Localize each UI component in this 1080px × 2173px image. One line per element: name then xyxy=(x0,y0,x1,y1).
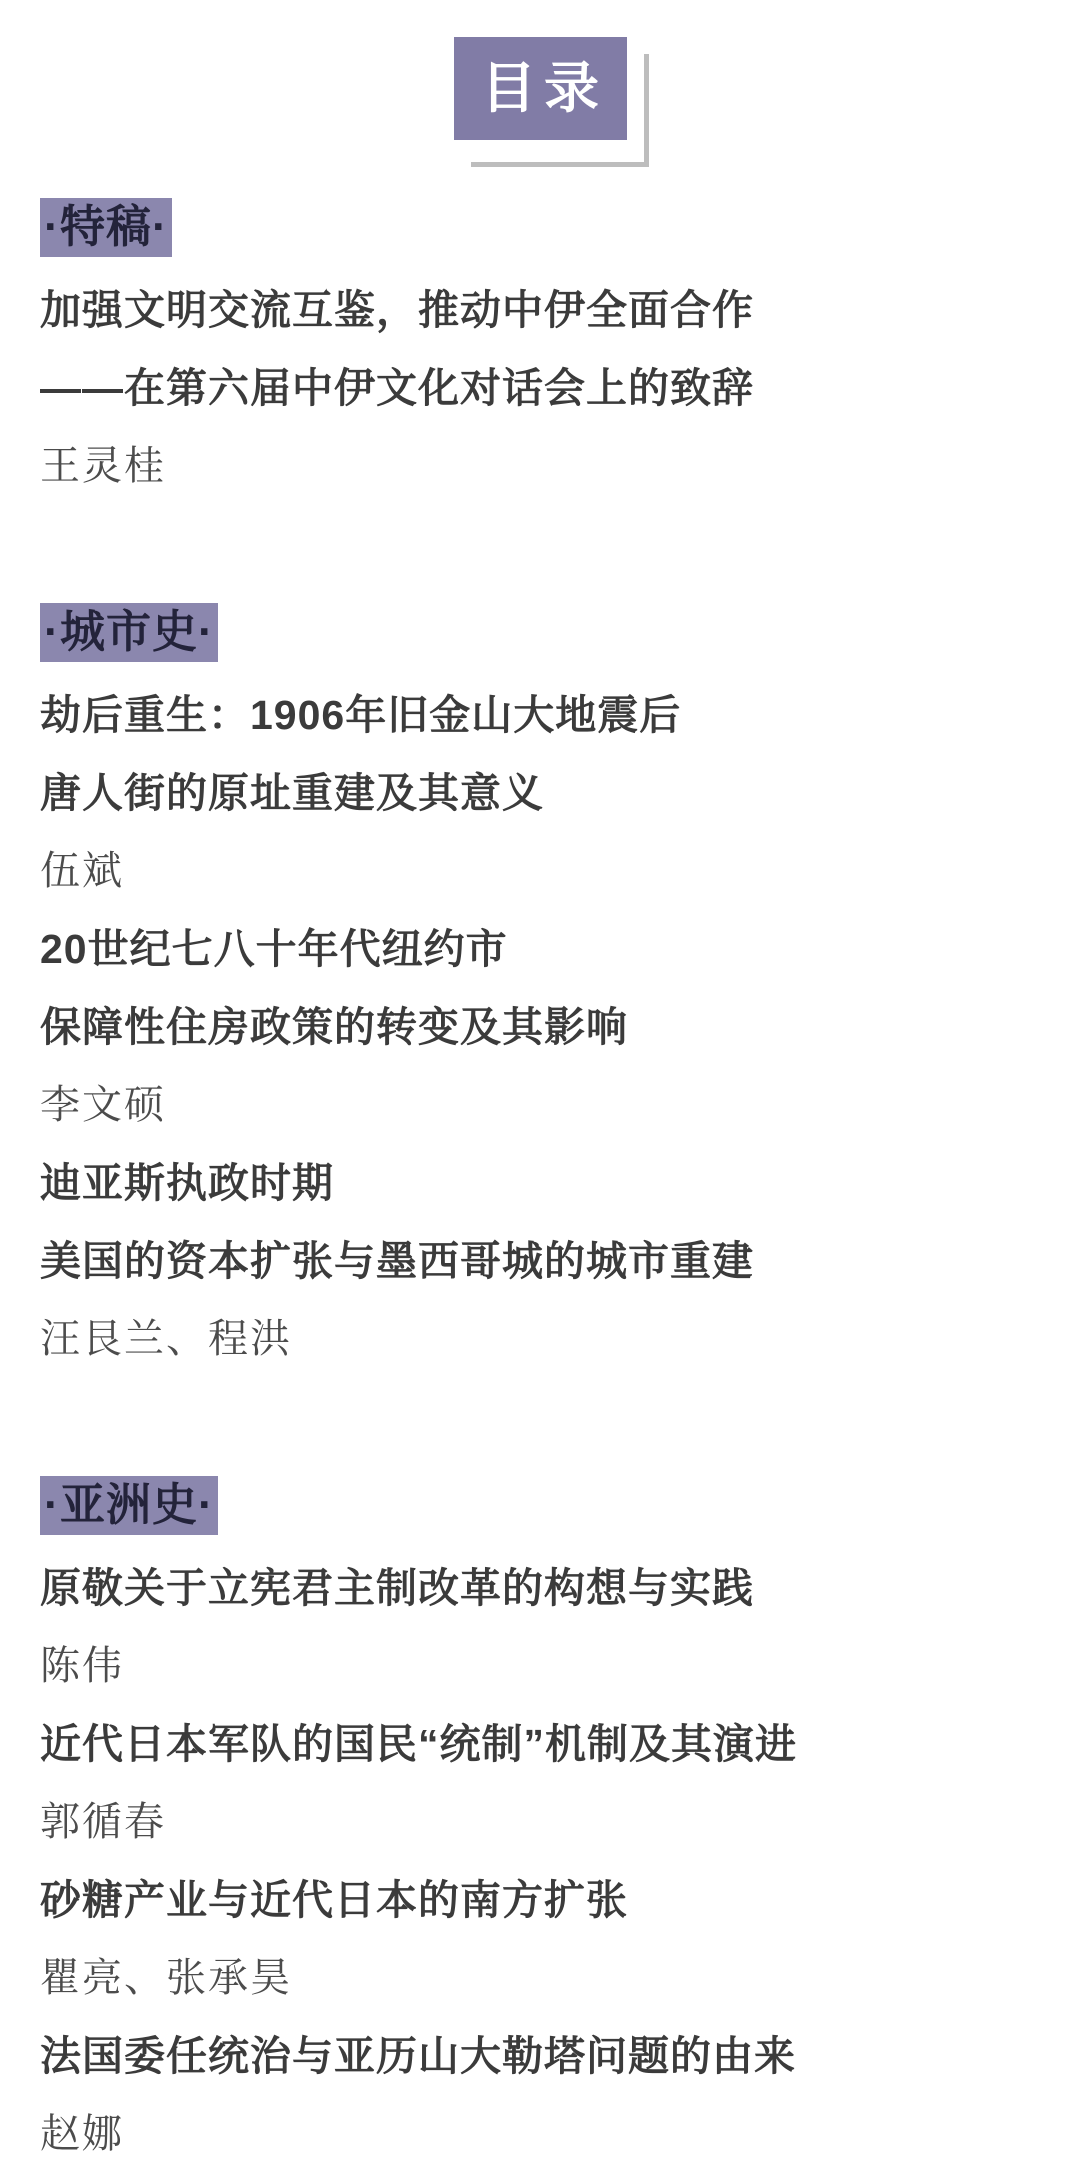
article-authors: 陈伟 xyxy=(40,1644,124,1688)
article-authors: 伍斌 xyxy=(40,849,124,893)
toc-article xyxy=(40,910,1040,1144)
article-authors: 赵娜 xyxy=(40,2112,124,2156)
toc-section xyxy=(40,603,1040,1378)
toc-article xyxy=(40,1144,1040,1378)
article-title-line: 保障性住房政策的转变及其影响 xyxy=(40,1004,628,1050)
page-title: 目录 xyxy=(480,57,607,119)
article-title-line: 20世纪七八十年代纽约市 xyxy=(40,926,508,972)
article-title-line: 美国的资本扩张与墨西哥城的城市重建 xyxy=(40,1238,754,1284)
article-authors: 郭循春 xyxy=(40,1800,166,1844)
article-title-line: 原敬关于立宪君主制改革的构想与实践 xyxy=(40,1565,754,1611)
article-title-line: 加强文明交流互鉴，推动中伊全面合作 xyxy=(40,287,754,333)
article-title-line: 迪亚斯执政时期 xyxy=(40,1160,334,1206)
toc-section xyxy=(40,198,1040,505)
toc-article xyxy=(40,1705,1040,1861)
section-badge: ·亚洲史· xyxy=(40,1476,218,1535)
toc-article xyxy=(40,676,1040,910)
toc-article xyxy=(40,271,1040,505)
section-badge: ·城市史· xyxy=(40,603,218,662)
toc-section xyxy=(40,1476,1040,2173)
toc-header xyxy=(40,37,1040,140)
article-authors: 李文硕 xyxy=(40,1083,166,1127)
toc-article xyxy=(40,1549,1040,1705)
article-title-line: 砂糖产业与近代日本的南方扩张 xyxy=(40,1877,628,1923)
article-title-line: 近代日本军队的国民“统制”机制及其演进 xyxy=(40,1721,797,1767)
toc-article xyxy=(40,1861,1040,2017)
article-authors: 汪艮兰、程洪 xyxy=(40,1317,292,1361)
toc-article xyxy=(40,2017,1040,2173)
article-title-line: 法国委任统治与亚历山大勒塔问题的由来 xyxy=(40,2033,796,2079)
section-badge: ·特稿· xyxy=(40,198,172,257)
article-title-line: ——在第六届中伊文化对话会上的致辞 xyxy=(40,365,754,411)
toc-title-box xyxy=(454,37,627,140)
toc-sections xyxy=(40,198,1040,2173)
article-title-line: 唐人街的原址重建及其意义 xyxy=(40,770,544,816)
article-title-line: 劫后重生：1906年旧金山大地震后 xyxy=(40,692,682,738)
article-authors: 瞿亮、张承昊 xyxy=(40,1956,292,2000)
article-authors: 王灵桂 xyxy=(40,444,166,488)
